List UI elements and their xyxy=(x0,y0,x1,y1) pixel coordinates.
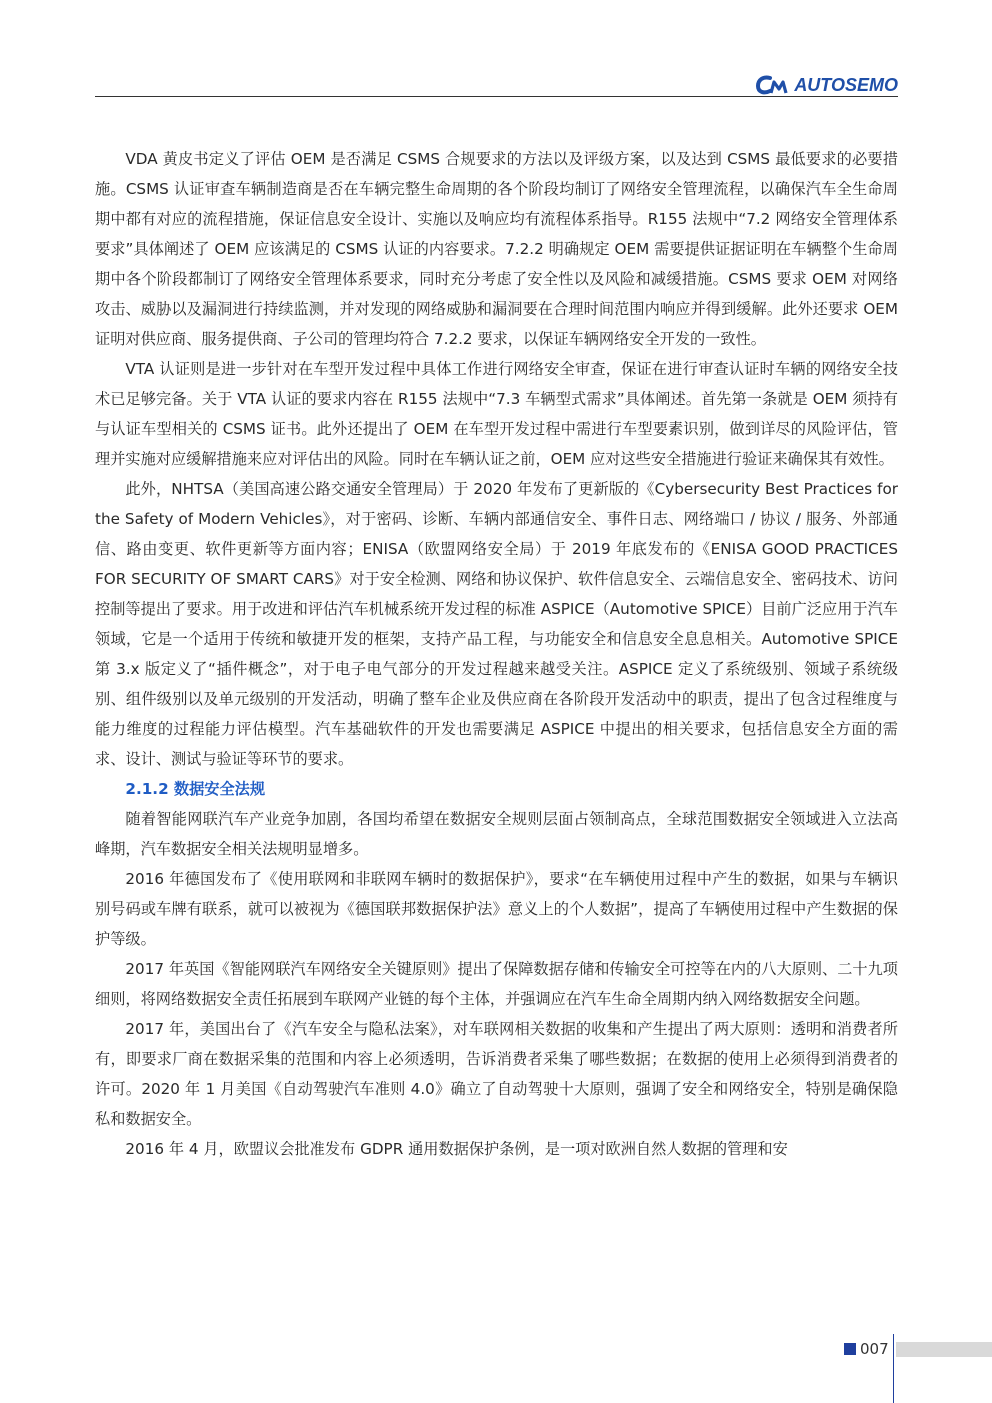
paragraph: 随着智能网联汽车产业竞争加剧，各国均希望在数据安全规则层面占领制高点，全球范围数据安全领域进入立法高峰期，汽车数据安全相关法规明显增多。 xyxy=(95,810,898,858)
footer-divider xyxy=(893,1334,894,1403)
paragraph: 2016 年德国发布了《使用联网和非联网车辆时的数据保护》，要求“在车辆使用过程中产生的数据，如果与车辆识别号码或车牌有联系，就可以被视为《德国联邦数据保护法》意义上的个人数据”，提高了车辆使用过程中产生数据的保护等级。 xyxy=(95,870,898,948)
paragraph: VDA 黄皮书定义了评估 OEM 是否满足 CSMS 合规要求的方法以及评级方案，以及达到 CSMS 最低要求的必要措施。CSMS 认证审查车辆制造商是否在车辆完整生命周期的各个阶段均制订了网络安全管理流程，以确保汽车全生命周期中都有对应的流程措施，保证信息安全设计、实施以及响应均有流程体系指导。R155 法规中“7.2 网络安全管理体系要求”具体阐述了 OEM 应该满足的 CSMS 认证的内容要求。7.2.2 明确规定 OEM 需要提供证据证明在车辆整个生命周期中各个阶段都制订了网络安全管理体系要求，同时充分考虑了安全性以及风险和减缓措施。CSMS 要求 OEM 对网络攻击、威胁以及漏洞进行持续监测，并对发现的网络威胁和漏洞要在合理时间范围内响应并得到缓解。此外还要求 OEM 证明对供应商、服务提供商、子公司的管理均符合 7.2.2 要求，以保证车辆网络安全开发的一致性。 xyxy=(95,150,898,348)
paragraph: 2017 年，美国出台了《汽车安全与隐私法案》，对车联网相关数据的收集和产生提出了两大原则：透明和消费者所有，即要求厂商在数据采集的范围和内容上必须透明，告诉消费者采集了哪些数据；在数据的使用上必须得到消费者的许可。2020 年 1 月美国《自动驾驶汽车准则 4.0》确立了自动驾驶十大原则，强调了安全和网络安全，特别是确保隐私和数据安全。 xyxy=(95,1020,898,1128)
autosemo-logo xyxy=(756,74,898,96)
header-rule xyxy=(95,96,898,97)
section-heading: 2.1.2 数据安全法规 xyxy=(125,780,266,798)
footer-band xyxy=(896,1342,992,1357)
paragraph: 2017 年英国《智能网联汽车网络安全关键原则》提出了保障数据存储和传输安全可控等在内的八大原则、二十九项细则，将网络数据安全责任拓展到车联网产业链的每个主体，并强调应在汽车生命全周期内纳入网络数据安全问题。 xyxy=(95,960,898,1008)
paragraph: 此外，NHTSA（美国高速公路交通安全管理局）于 2020 年发布了更新版的《Cybersecurity Best Practices for the Safety of Modern Vehicles》，对于密码、诊断、车辆内部通信安全、事件日志、网络端口 / 协议 / 服务、外部通信、路由变更、软件更新等方面内容；ENISA（欧盟网络安全局）于 2019 年底发布的《ENISA GOOD PRACTICES FOR SECURITY OF SMART CARS》对于安全检测、网络和协议保护、软件信息安全、云端信息安全、密码技术、访问控制等提出了要求。用于改进和评估汽车机械系统开发过程的标准 ASPICE（Automotive SPICE）目前广泛应用于汽车领域，它是一个适用于传统和敏捷开发的框架，支持产品工程，与功能安全和信息安全息息相关。Automotive SPICE 第 3.x 版定义了“插件概念”，对于电子电气部分的开发过程越来越受关注。ASPICE 定义了系统级别、领域子系统级别、组件级别以及单元级别的开发活动，明确了整车企业及供应商在各阶段开发活动中的职责，提出了包含过程维度与能力维度的过程能力评估模型。汽车基础软件的开发也需要满足 ASPICE 中提出的相关要求，包括信息安全方面的需求、设计、测试与验证等环节的要求。 xyxy=(95,480,898,768)
document-body xyxy=(95,144,898,1164)
paragraph: 2016 年 4 月，欧盟议会批准发布 GDPR 通用数据保护条例，是一项对欧洲自然人数据的管理和安 xyxy=(125,1140,788,1158)
footer-square-icon xyxy=(844,1343,856,1355)
cm-logo-icon xyxy=(756,74,790,96)
page-number: 007 xyxy=(860,1340,889,1358)
logo-text: AUTOSEMO xyxy=(794,75,898,95)
paragraph: VTA 认证则是进一步针对在车型开发过程中具体工作进行网络安全审查，保证在进行审查认证时车辆的网络安全技术已足够完备。关于 VTA 认证的要求内容在 R155 法规中“7.3 车辆型式需求”具体阐述。首先第一条就是 OEM 须持有与认证车型相关的 CSMS 证书。此外还提出了 OEM 在车型开发过程中需进行车型要素识别，做到详尽的风险评估，管理并实施对应缓解措施来应对评估出的风险。同时在车辆认证之前，OEM 应对这些安全措施进行验证来确保其有效性。 xyxy=(95,360,898,468)
